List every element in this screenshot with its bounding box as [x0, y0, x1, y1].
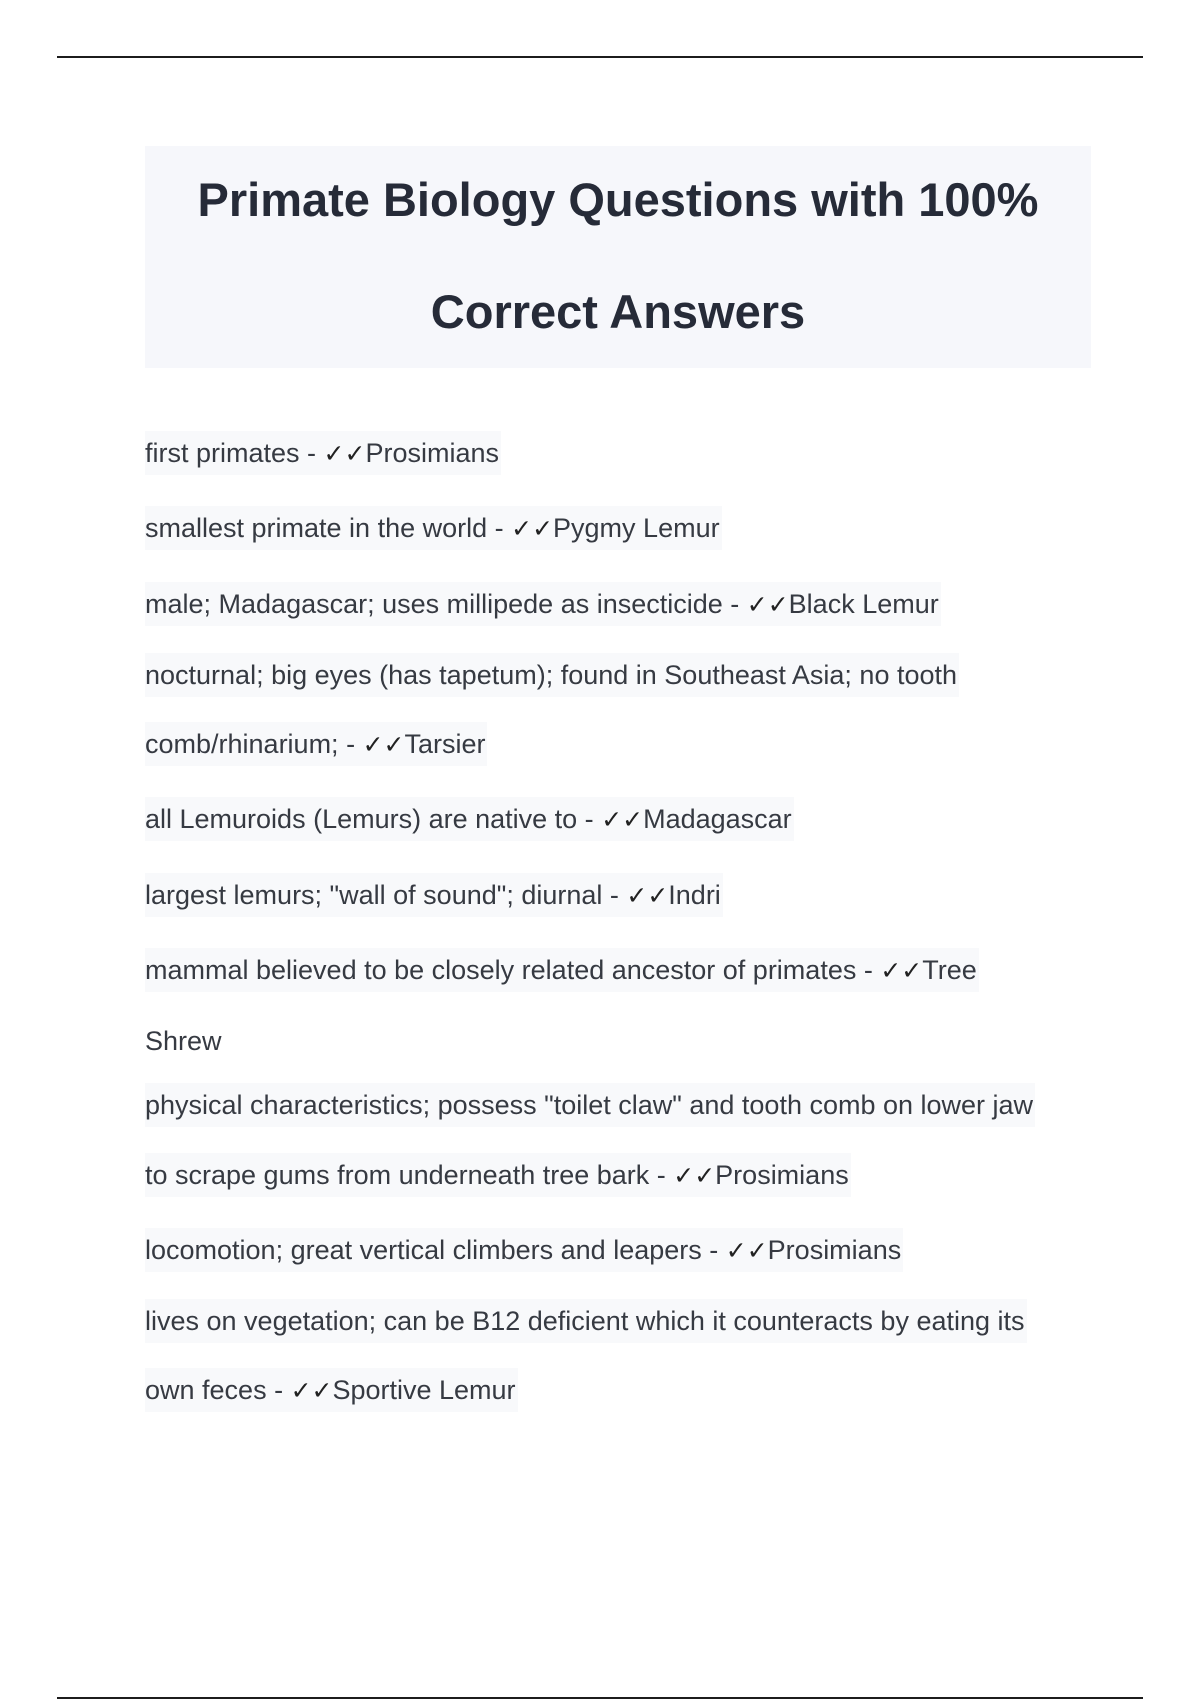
question-text: own feces -	[145, 1375, 291, 1405]
qa-item-locomotion	[145, 1228, 903, 1272]
qa-item-smallest-primate	[145, 506, 722, 550]
question-text: male; Madagascar; uses millipede as insecticide -	[145, 589, 747, 619]
question-text: locomotion; great vertical climbers and leapers -	[145, 1235, 726, 1265]
question-text: first primates -	[145, 438, 324, 468]
answer-text: Tarsier	[404, 729, 486, 759]
double-check-icon: ✓✓	[880, 956, 923, 985]
document-title-line-2: Correct Answers	[430, 285, 806, 338]
question-text: nocturnal; big eyes (has tapetum); found in Southeast Asia; no tooth	[145, 660, 958, 690]
qa-item-toilet-claw-line-2	[145, 1153, 851, 1197]
question-text: all Lemuroids (Lemurs) are native to -	[145, 804, 602, 834]
double-check-icon: ✓✓	[362, 730, 405, 759]
answer-text: Prosimians	[365, 438, 499, 468]
qa-item-tarsier-line-1	[145, 653, 959, 697]
answer-text: Pygmy Lemur	[553, 513, 720, 543]
question-text: mammal believed to be closely related ancestor of primates -	[145, 955, 881, 985]
question-text: to scrape gums from underneath tree bark -	[145, 1160, 674, 1190]
double-check-icon: ✓✓	[511, 514, 554, 543]
question-text: smallest primate in the world -	[145, 513, 512, 543]
double-check-icon: ✓✓	[601, 805, 644, 834]
double-check-icon: ✓✓	[290, 1376, 333, 1405]
answer-text: Black Lemur	[788, 589, 939, 619]
question-text: comb/rhinarium; -	[145, 729, 363, 759]
qa-item-black-lemur	[145, 582, 941, 626]
top-rule	[57, 56, 1143, 58]
double-check-icon: ✓✓	[626, 881, 669, 910]
document-title-line-1: Primate Biology Questions with 100%	[197, 173, 1039, 226]
double-check-icon: ✓✓	[746, 590, 789, 619]
qa-item-sportive-lemur-line-2	[145, 1368, 518, 1412]
answer-text: Madagascar	[643, 804, 792, 834]
question-text: lives on vegetation; can be B12 deficient which it counteracts by eating its	[145, 1306, 1025, 1336]
double-check-icon: ✓✓	[323, 439, 366, 468]
answer-text: Prosimians	[715, 1160, 849, 1190]
qa-item-lemuroids-native	[145, 797, 794, 841]
double-check-icon: ✓✓	[673, 1161, 716, 1190]
question-text: largest lemurs; "wall of sound"; diurnal -	[145, 880, 627, 910]
qa-item-toilet-claw-line-1	[145, 1083, 1035, 1127]
title-block	[145, 146, 1091, 368]
answer-text: Sportive Lemur	[332, 1375, 516, 1405]
answer-text: Prosimians	[767, 1235, 902, 1265]
answer-text: Indri	[668, 880, 721, 910]
double-check-icon: ✓✓	[725, 1236, 768, 1265]
qa-item-sportive-lemur-line-1	[145, 1299, 1027, 1343]
qa-item-tree-shrew-line-1	[145, 948, 979, 992]
question-text: physical characteristics; possess "toilet claw" and tooth comb on lower jaw	[145, 1090, 1034, 1120]
qa-item-tree-shrew-line-2	[145, 1019, 224, 1063]
bottom-rule	[57, 1697, 1143, 1699]
answer-text: Tree	[922, 955, 977, 985]
answer-text: Shrew	[145, 1026, 222, 1056]
qa-item-indri	[145, 873, 723, 917]
qa-item-first-primates	[145, 431, 501, 475]
qa-item-tarsier-line-2	[145, 722, 487, 766]
